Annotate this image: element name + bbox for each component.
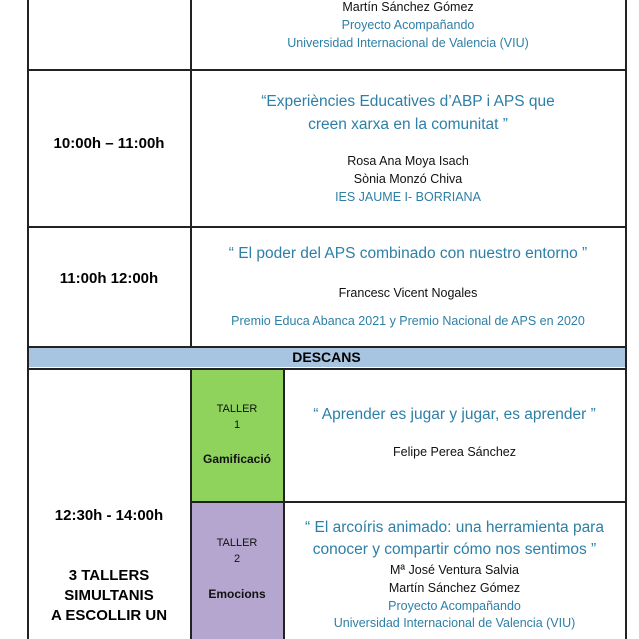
row-divider	[27, 69, 626, 71]
workshops-note-line2: SIMULTANIS	[64, 587, 154, 604]
taller2-project: Proyecto Acompañando	[388, 599, 521, 613]
workshops-time: 12:30h - 14:00h	[54, 507, 164, 524]
taller2-title-line2: conocer y compartir cómo nos sentimos ”	[312, 541, 597, 558]
break-label: DESCANS	[292, 349, 361, 365]
taller1-person: Felipe Perea Sánchez	[393, 445, 516, 459]
row1-school: IES JAUME I- BORRIANA	[335, 190, 481, 204]
row0-university: Universidad Internacional de Valencia (VIU)	[287, 36, 529, 50]
taller1-badge-bg	[191, 370, 283, 501]
row1-time: 10:00h – 11:00h	[53, 135, 165, 152]
taller1-title: “ Aprender es jugar y jugar, es aprender ”	[313, 406, 596, 423]
taller1-label: TALLER	[216, 403, 258, 415]
row2-title: “ El poder del APS combinado con nuestro entorno ”	[228, 245, 588, 262]
taller2-university: Universidad Internacional de Valencia (VIU)	[333, 616, 576, 630]
row0-person: Martín Sánchez Gómez	[342, 0, 474, 14]
taller2-number: 2	[233, 553, 241, 565]
row1-person1: Rosa Ana Moya Isach	[347, 154, 469, 168]
row2-person: Francesc Vicent Nogales	[338, 286, 478, 300]
row-divider	[27, 346, 626, 348]
taller2-person2: Martín Sánchez Gómez	[388, 581, 521, 595]
table-border-left	[27, 0, 29, 639]
taller1-number: 1	[233, 419, 241, 431]
taller1-name: Gamificació	[202, 452, 272, 466]
table-border-right	[625, 0, 627, 639]
taller2-title-line1: “ El arcoíris animado: una herramienta para	[305, 519, 604, 536]
row2-award: Premio Educa Abanca 2021 y Premio Nacional de APS en 2020	[231, 314, 585, 328]
row1-title-line1: “Experiències Educatives d’ABP i APS que	[261, 93, 555, 110]
taller2-label: TALLER	[216, 537, 258, 549]
row-divider	[27, 226, 626, 228]
row2-time: 11:00h 12:00h	[59, 270, 159, 287]
row-divider	[190, 501, 626, 503]
taller2-name: Emocions	[208, 587, 266, 601]
row0-project: Proyecto Acompañando	[341, 18, 475, 32]
row1-person2: Sònia Monzó Chiva	[353, 172, 463, 186]
taller2-badge-bg	[191, 503, 283, 639]
taller2-person1: Mª José Ventura Salvia	[390, 563, 519, 577]
row-divider	[27, 368, 626, 370]
workshops-note-line3: A ESCOLLIR UN	[50, 607, 168, 624]
workshops-note-line1: 3 TALLERS	[68, 567, 150, 584]
row1-title-line2: creen xarxa en la comunitat ”	[308, 116, 508, 133]
